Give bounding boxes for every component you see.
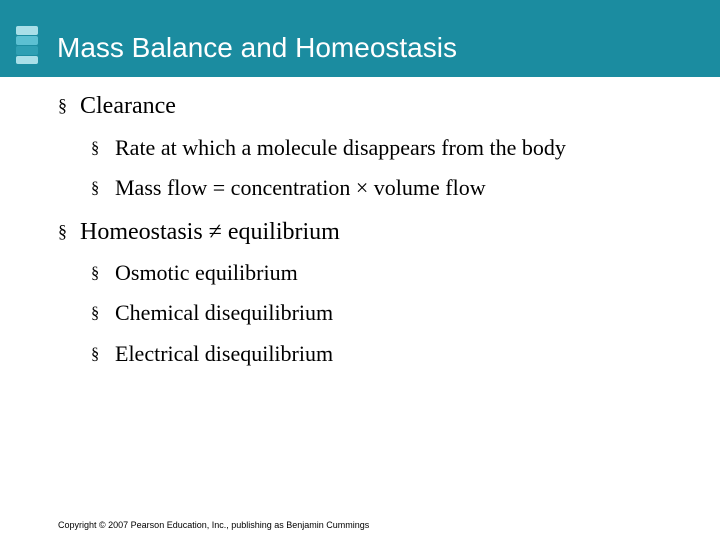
sub-bullet-text: Osmotic equilibrium [115,260,298,285]
sub-bullet-text: Rate at which a molecule disappears from the body [115,135,566,160]
slide-title: Mass Balance and Homeostasis [57,32,457,63]
logo-bar [16,36,38,45]
sub-bullet [91,262,298,284]
sub-bullet-text: Chemical disequilibrium [115,300,334,325]
stacked-bars-logo-icon [16,26,38,64]
bullet-marker: § [91,303,100,323]
bullet-text: Clearance [80,93,176,119]
bullet-text: Homeostasis ≠ equilibrium [80,219,340,245]
sub-bullet-text: Mass flow = concentration × volume flow [115,175,486,200]
logo-bar [16,26,38,35]
bullet-marker: § [58,220,67,241]
bullet-clearance [58,94,176,118]
copyright-footer: Copyright © 2007 Pearson Education, Inc., publishing as Benjamin Cummings [58,520,370,530]
sub-bullet [91,343,333,365]
bullet-marker: § [91,138,100,158]
title-bar [0,0,720,77]
sub-bullet [91,302,333,324]
sub-bullet-text: Electrical disequilibrium [115,341,334,366]
sub-bullet [91,137,566,159]
sub-bullet [91,177,486,199]
bullet-marker: § [58,94,67,115]
bullet-marker: § [91,263,100,283]
bullet-marker: § [91,178,100,198]
logo-bar [16,56,38,64]
logo-bar [16,46,38,55]
bullet-marker: § [91,344,100,364]
bullet-homeostasis [58,220,340,244]
